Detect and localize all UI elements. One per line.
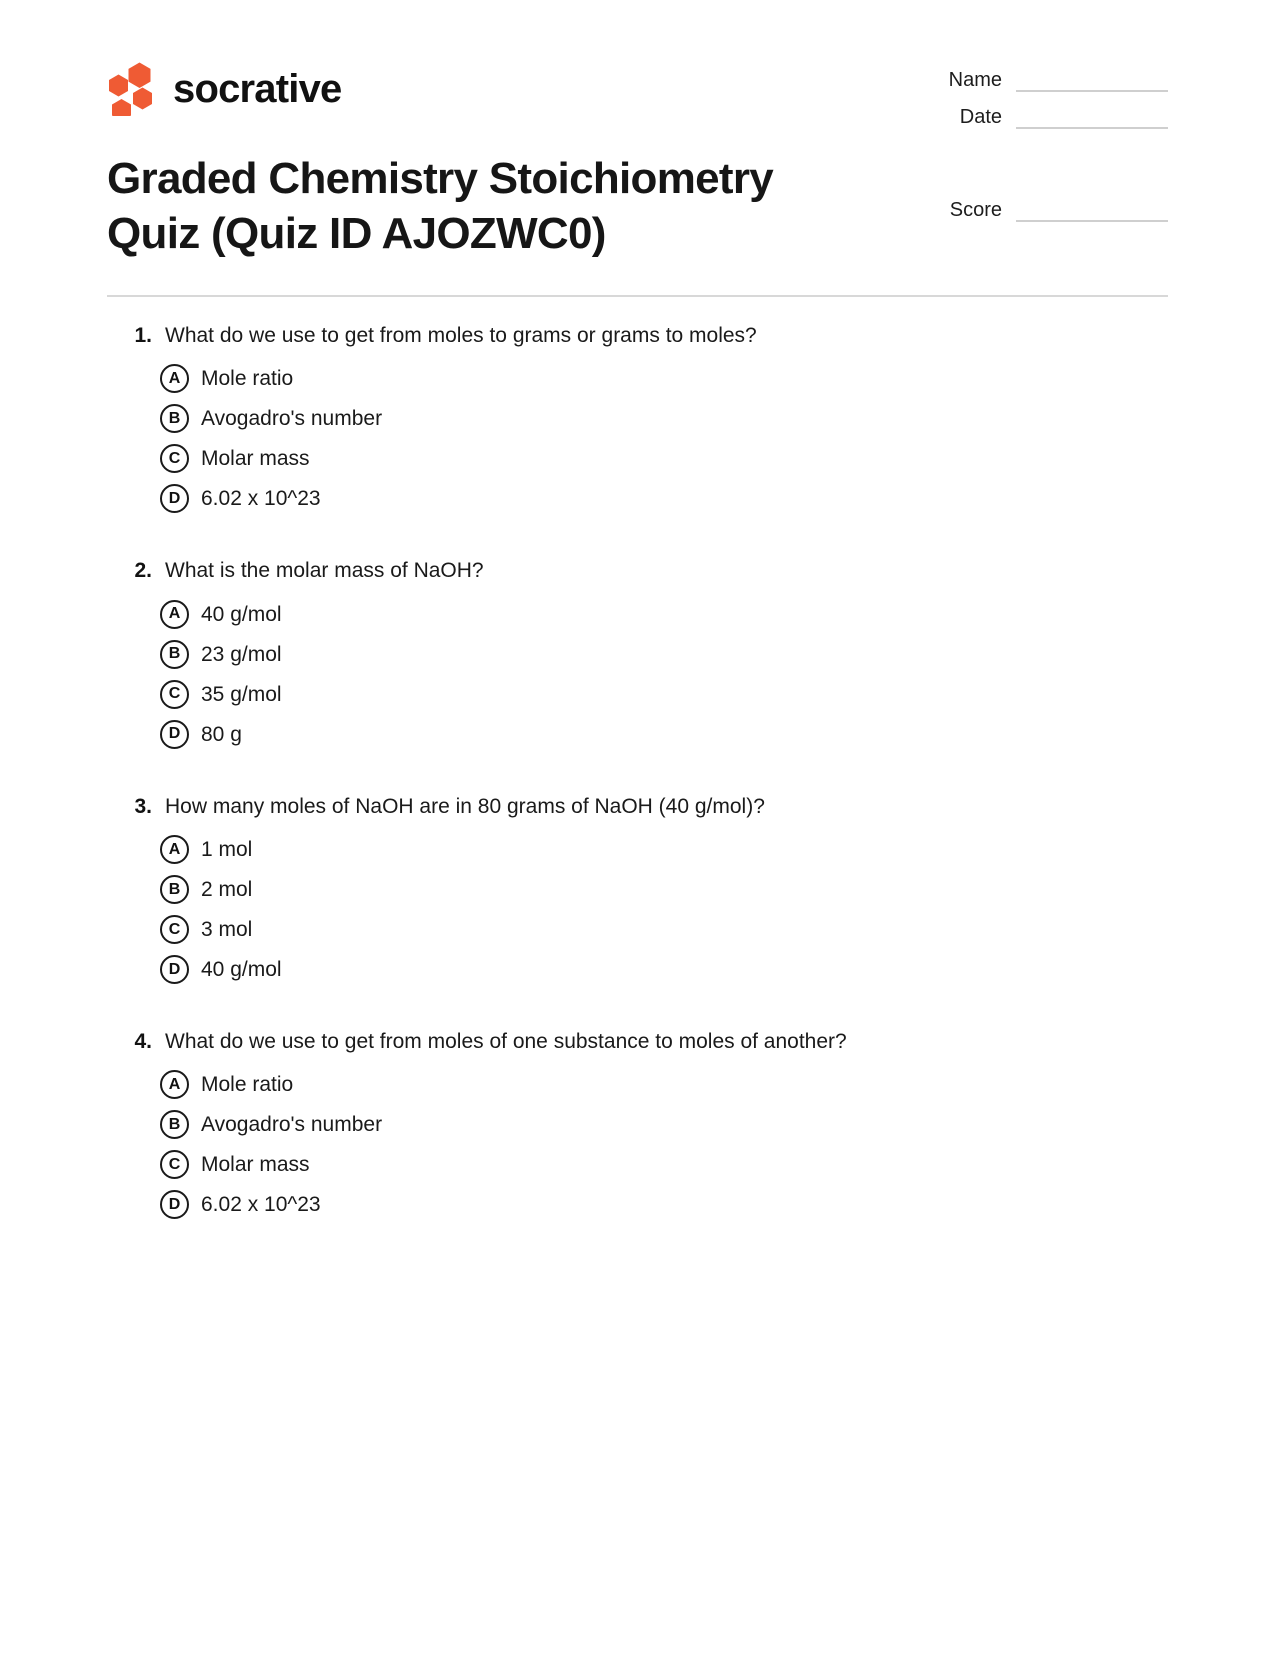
answer-bubble[interactable]: A bbox=[160, 364, 189, 393]
question-header bbox=[107, 557, 1168, 585]
answer-bubble[interactable]: A bbox=[160, 1070, 189, 1099]
date-field-input[interactable] bbox=[1016, 103, 1168, 129]
answer-choice-label: 23 g/mol bbox=[201, 642, 282, 666]
answer-choice-label: 35 g/mol bbox=[201, 682, 282, 706]
answer-bubble[interactable]: B bbox=[160, 404, 189, 433]
name-field-input[interactable] bbox=[1016, 66, 1168, 92]
four-hexagon-cluster-icon bbox=[107, 62, 157, 116]
date-field-row bbox=[918, 103, 1168, 129]
answer-choice-label: Avogadro's number bbox=[201, 407, 383, 431]
score-field-input[interactable] bbox=[1016, 196, 1168, 222]
question-number: 3. bbox=[134, 794, 152, 818]
question-item bbox=[107, 1028, 1168, 1219]
score-field-wrapper bbox=[918, 196, 1168, 233]
answer-choice[interactable] bbox=[107, 720, 1168, 749]
answer-choice-label: 40 g/mol bbox=[201, 602, 282, 626]
answer-choice-label: Molar mass bbox=[201, 1153, 310, 1177]
answer-choice-label: 6.02 x 10^23 bbox=[201, 1193, 321, 1217]
answer-choice[interactable] bbox=[107, 444, 1168, 473]
answer-choice-label: Mole ratio bbox=[201, 367, 294, 391]
name-field-row bbox=[918, 66, 1168, 92]
answer-bubble[interactable]: D bbox=[160, 955, 189, 984]
answer-bubble[interactable]: A bbox=[160, 600, 189, 629]
socrative-logo bbox=[107, 62, 341, 116]
question-number: 1. bbox=[134, 324, 152, 347]
question-text: What is the molar mass of NaOH? bbox=[165, 559, 484, 583]
answer-choice-label: 1 mol bbox=[201, 837, 253, 861]
answer-choice-label: 3 mol bbox=[201, 917, 253, 941]
question-number: 2. bbox=[134, 559, 152, 583]
answer-choice[interactable] bbox=[107, 955, 1168, 984]
answer-choice[interactable] bbox=[107, 875, 1168, 904]
answer-bubble[interactable]: C bbox=[160, 680, 189, 709]
answer-bubble[interactable]: D bbox=[160, 1190, 189, 1219]
answer-choice-label: 2 mol bbox=[201, 877, 253, 901]
question-item bbox=[107, 322, 1168, 513]
question-number: 4. bbox=[134, 1030, 152, 1054]
answer-choice-label: 6.02 x 10^23 bbox=[201, 487, 321, 511]
answer-bubble[interactable]: B bbox=[160, 875, 189, 904]
answer-choice[interactable] bbox=[107, 640, 1168, 669]
name-field-label: Name bbox=[948, 69, 1002, 91]
page-title: Graded Chemistry Stoichiometry Quiz (Quiz ID AJOZWC0) bbox=[107, 154, 774, 258]
answer-bubble[interactable]: D bbox=[160, 484, 189, 513]
question-text: What do we use to get from moles of one substance to moles of another? bbox=[165, 1030, 847, 1054]
answer-choice[interactable] bbox=[107, 1150, 1168, 1179]
name-date-fields bbox=[918, 66, 1168, 140]
answer-choice-label: Mole ratio bbox=[201, 1073, 294, 1097]
answer-choice[interactable] bbox=[107, 364, 1168, 393]
date-field-label: Date bbox=[959, 106, 1002, 128]
answer-bubble[interactable]: C bbox=[160, 444, 189, 473]
page-header bbox=[107, 0, 1168, 258]
header-divider bbox=[107, 295, 1168, 297]
question-item bbox=[107, 793, 1168, 984]
answer-choice[interactable] bbox=[107, 484, 1168, 513]
question-text: How many moles of NaOH are in 80 grams of NaOH (40 g/mol)? bbox=[165, 794, 765, 818]
answer-bubble[interactable]: C bbox=[160, 915, 189, 944]
answer-choice[interactable] bbox=[107, 835, 1168, 864]
answer-bubble[interactable]: D bbox=[160, 720, 189, 749]
answer-bubble[interactable]: A bbox=[160, 835, 189, 864]
question-list bbox=[107, 322, 1168, 1263]
answer-bubble[interactable]: B bbox=[160, 1110, 189, 1139]
score-field-row bbox=[918, 196, 1168, 222]
question-text: What do we use to get from moles to grams or grams to moles? bbox=[165, 324, 757, 347]
answer-bubble[interactable]: B bbox=[160, 640, 189, 669]
answer-choice[interactable] bbox=[107, 404, 1168, 433]
answer-choice[interactable] bbox=[107, 1190, 1168, 1219]
answer-choice-label: 40 g/mol bbox=[201, 957, 282, 981]
answer-bubble[interactable]: C bbox=[160, 1150, 189, 1179]
answer-choice[interactable] bbox=[107, 600, 1168, 629]
answer-choice[interactable] bbox=[107, 915, 1168, 944]
question-header bbox=[107, 793, 1168, 821]
answer-choice[interactable] bbox=[107, 1110, 1168, 1139]
question-header bbox=[107, 322, 1168, 350]
question-header bbox=[107, 1028, 1168, 1056]
answer-choice-label: Molar mass bbox=[201, 447, 310, 471]
answer-choice[interactable] bbox=[107, 680, 1168, 709]
score-field-label: Score bbox=[949, 199, 1002, 221]
answer-choice-label: Avogadro's number bbox=[201, 1113, 383, 1137]
brand-name: socrative bbox=[173, 67, 342, 111]
answer-choice[interactable] bbox=[107, 1070, 1168, 1099]
answer-choice-label: 80 g bbox=[201, 722, 242, 746]
question-item bbox=[107, 557, 1168, 748]
